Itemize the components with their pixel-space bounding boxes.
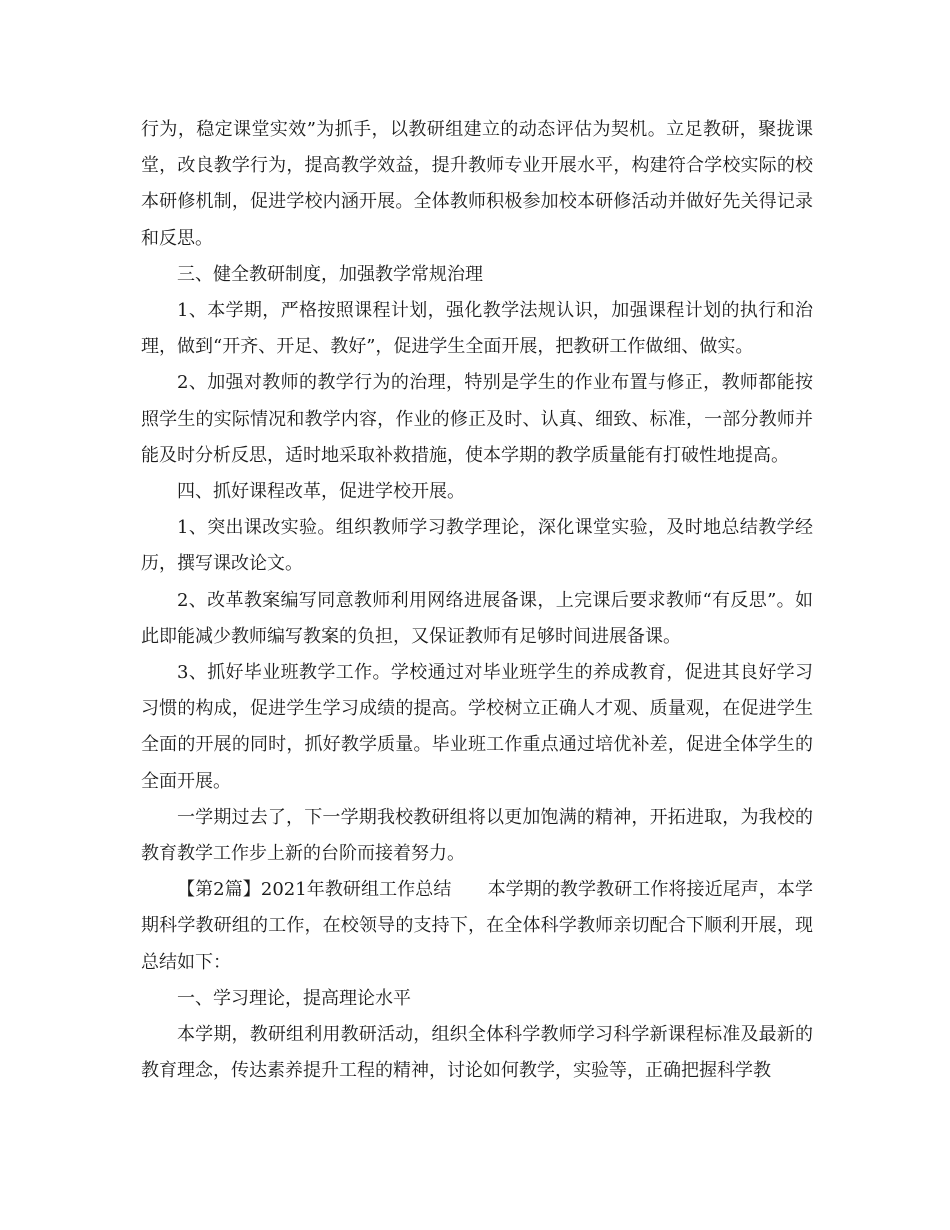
section-heading: 一、学习理论，提高理论水平 — [177, 987, 411, 1009]
paragraph: 本学期，教研组利用教研活动，组织全体科学教师学习科学新课程标准及最新的教育理念，传达素养提升工程的精神，讨论如何教学，实验等，正确把握科学教 — [141, 1024, 813, 1082]
section-heading: 四、抓好课程改革，促进学校开展。 — [177, 481, 465, 503]
paragraph: 一学期过去了，下一学期我校教研组将以更加饱满的精神，开拓进取，为我校的教育教学工作步上新的台阶而接着努力。 — [141, 806, 813, 865]
paragraph: 1、突出课改实验。组织教师学习教学理论，深化课堂实验，及时地总结教学经历，撰写课改论文。 — [141, 517, 813, 575]
section-heading: 三、健全教研制度，加强教学常规治理 — [177, 263, 483, 285]
paragraph: 2、加强对教师的教学行为的治理，特别是学生的作业布置与修正，教师都能按照学生的实际情况和教学内容，作业的修正及时、认真、细致、标准，一部分教师并能及时分析反思，适时地采取补救措施，使本学期的教学质量能有打破性地提高。 — [141, 372, 813, 466]
paragraph: 行为，稳定课堂实效”为抓手，以教研组建立的动态评估为契机。立足教研，聚拢课堂，改良教学行为，提高教学效益，提升教师专业开展水平，构建符合学校实际的校本研修机制，促进学校内涵开展。全体教师积极参加校本研修活动并做好先关得记录和反思。 — [141, 119, 813, 249]
article-title-paragraph: 【第2篇】2021年教研组工作总结 本学期的教学教研工作将接近尾声，本学期科学教研组的工作，在校领导的支持下，在全体科学教师亲切配合下顺利开展，现总结如下： — [141, 879, 813, 973]
document-body — [141, 112, 813, 1089]
paragraph: 3、抓好毕业班教学工作。学校通过对毕业班学生的养成教育，促进其良好学习习惯的构成，促进学生学习成绩的提高。学校树立正确人才观、质量观，在促进学生全面的开展的同时，抓好教学质量。毕业班工作重点通过培优补差，促进全体学生的全面开展。 — [141, 662, 813, 792]
paragraph: 1、本学期，严格按照课程计划，强化教学法规认识，加强课程计划的执行和治理，做到“开齐、开足、教好”，促进学生全面开展，把教研工作做细、做实。 — [141, 300, 813, 358]
paragraph: 2、改革教案编写同意教师利用网络进展备课，上完课后要求教师“有反思”。如此即能减少教师编写教案的负担，又保证教师有足够时间进展备课。 — [141, 589, 813, 647]
